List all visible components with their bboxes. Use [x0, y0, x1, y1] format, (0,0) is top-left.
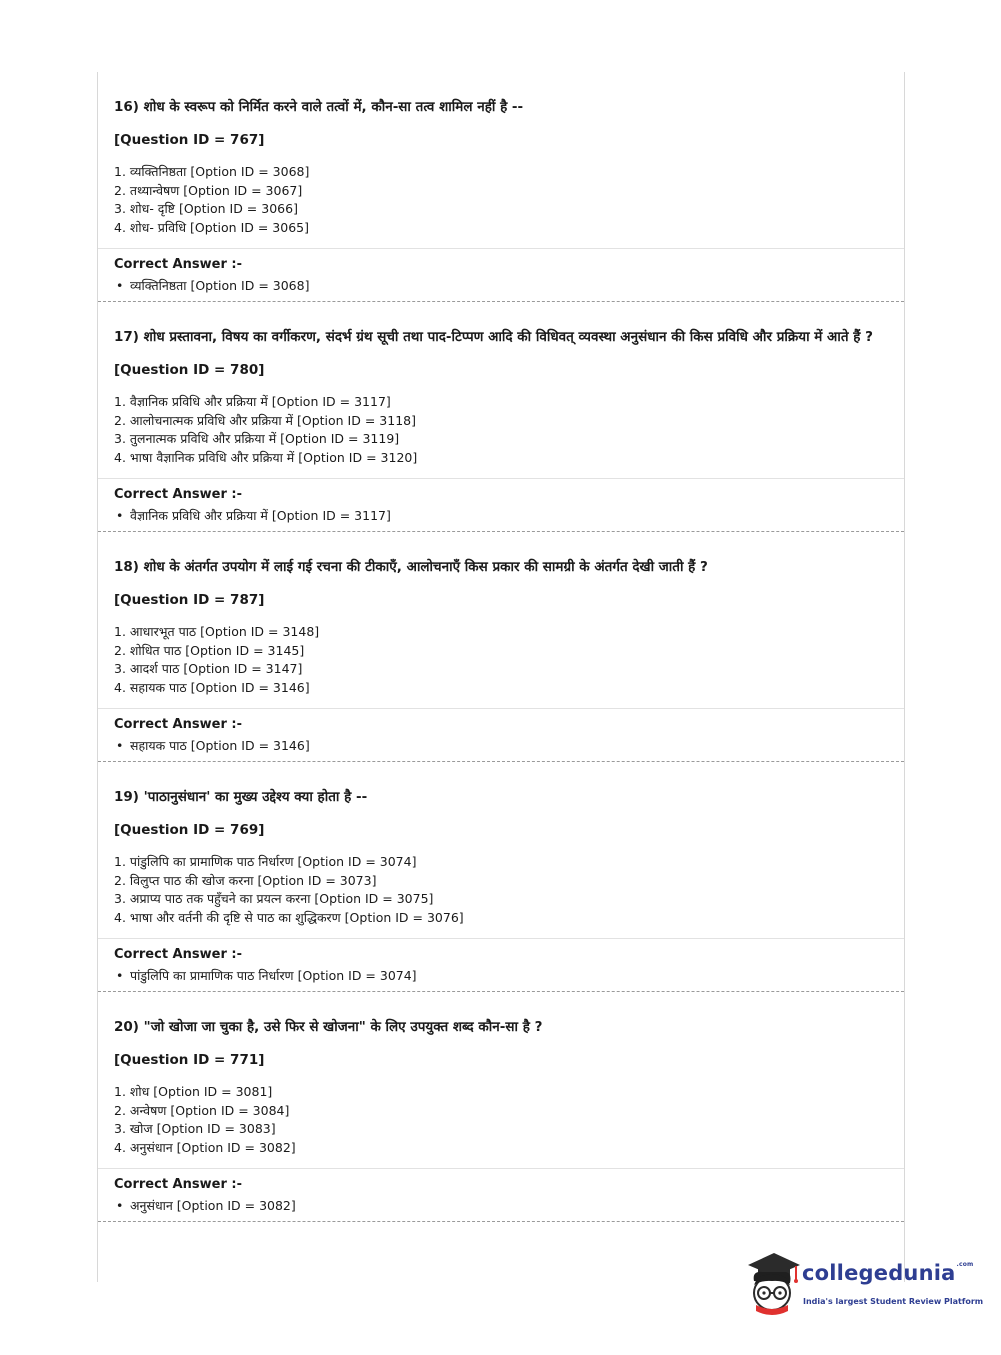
option-list: [114, 393, 888, 467]
question-text: 17) शोध प्रस्तावना, विषय का वर्गीकरण, संदर्भ ग्रंथ सूची तथा पाद-टिप्पण आदि की विधिवत् व्यवस्था अनुसंधान की किस प्रविधि और प्रक्रिया में आते हैं ?: [114, 329, 873, 345]
graduate-mascot-icon: [742, 1247, 802, 1319]
correct-answer-label: Correct Answer :-: [114, 717, 242, 732]
logo-suffix: .com: [956, 1261, 974, 1268]
bullet-icon: •: [116, 1198, 124, 1213]
option-item: 1. वैज्ञानिक प्रविधि और प्रक्रिया में [Option ID = 3117]: [114, 394, 391, 409]
option-item: 4. सहायक पाठ [Option ID = 3146]: [114, 679, 310, 695]
question-text: 19) 'पाठानुसंधान' का मुख्य उद्देश्य क्या होता है --: [114, 789, 368, 805]
option-item: 3. खोज [Option ID = 3083]: [114, 1121, 276, 1136]
question-id: [Question ID = 767]: [114, 132, 265, 148]
option-item: 1. आधारभूत पाठ [Option ID = 3148]: [114, 624, 320, 639]
question-text: 20) "जो खोजा जा चुका है, उसे फिर से खोजना" के लिए उपयुक्त शब्द कौन-सा है ?: [114, 1019, 543, 1035]
bullet-icon: •: [116, 278, 124, 293]
option-list: [114, 1083, 888, 1157]
correct-answer-text: सहायक पाठ [Option ID = 3146]: [130, 738, 310, 753]
question-id: [Question ID = 771]: [114, 1052, 265, 1068]
question-block: [98, 532, 904, 762]
answer-section: [98, 249, 904, 301]
question-text: 16) शोध के स्वरूप को निर्मित करने वाले तत्वों में, कौन-सा तत्व शामिल नहीं है --: [114, 99, 524, 115]
option-item: 2. शोधित पाठ [Option ID = 3145]: [114, 642, 305, 658]
correct-answer-label: Correct Answer :-: [114, 1177, 242, 1192]
question-id: [Question ID = 780]: [114, 362, 265, 378]
option-item: 4. शोध- प्रविधि [Option ID = 3065]: [114, 219, 309, 235]
correct-answer-text: अनुसंधान [Option ID = 3082]: [130, 1198, 296, 1213]
option-item: 4. भाषा वैज्ञानिक प्रविधि और प्रक्रिया में [Option ID = 3120]: [114, 449, 418, 465]
correct-answer-text: व्यक्तिनिष्ठता [Option ID = 3068]: [130, 278, 310, 293]
option-item: 4. अनुसंधान [Option ID = 3082]: [114, 1139, 296, 1155]
question-text: 18) शोध के अंतर्गत उपयोग में लाई गई रचना की टीकाएँ, आलोचनाएँ किस प्रकार की सामग्री के अंतर्गत देखी जाती हैं ?: [114, 559, 708, 575]
option-list: [114, 623, 888, 697]
correct-answer-text: वैज्ञानिक प्रविधि और प्रक्रिया में [Option ID = 3117]: [130, 508, 391, 523]
question-id: [Question ID = 787]: [114, 592, 265, 608]
bullet-icon: •: [116, 738, 124, 753]
logo-tagline: India's largest Student Review Platform: [803, 1297, 984, 1306]
question-block: [98, 302, 904, 532]
logo-wordmark: collegedunia$^{.com}$: [802, 1261, 974, 1285]
correct-answer-text: पांडुलिपि का प्रामाणिक पाठ निर्धारण [Option ID = 3074]: [130, 968, 417, 983]
document-page: [97, 72, 905, 1282]
answer-section: [98, 1169, 904, 1221]
option-item: 1. शोध [Option ID = 3081]: [114, 1084, 273, 1099]
answer-section: [98, 939, 904, 991]
answer-section: [98, 709, 904, 761]
bullet-icon: •: [116, 968, 124, 983]
question-id: [Question ID = 769]: [114, 822, 265, 838]
option-item: 2. विलुप्त पाठ की खोज करना [Option ID = 3073]: [114, 872, 377, 888]
answer-section: [98, 479, 904, 531]
option-item: 1. व्यक्तिनिष्ठता [Option ID = 3068]: [114, 164, 310, 179]
option-item: 2. तथ्यान्वेषण [Option ID = 3067]: [114, 182, 303, 198]
question-separator: [98, 1221, 904, 1222]
bullet-icon: •: [116, 508, 124, 523]
option-item: 3. तुलनात्मक प्रविधि और प्रक्रिया में [Option ID = 3119]: [114, 431, 400, 446]
option-list: [114, 853, 888, 927]
option-item: 2. अन्वेषण [Option ID = 3084]: [114, 1102, 290, 1118]
correct-answer-label: Correct Answer :-: [114, 947, 242, 962]
correct-answer-label: Correct Answer :-: [114, 487, 242, 502]
option-item: 4. भाषा और वर्तनी की दृष्टि से पाठ का शुद्धिकरण [Option ID = 3076]: [114, 909, 464, 925]
question-block: [98, 992, 904, 1222]
option-item: 3. अप्राप्य पाठ तक पहुँचने का प्रयत्न करना [Option ID = 3075]: [114, 891, 434, 906]
option-item: 3. शोध- दृष्टि [Option ID = 3066]: [114, 201, 298, 216]
collegedunia-logo: [742, 1247, 984, 1322]
question-block: [98, 72, 904, 302]
option-item: 2. आलोचनात्मक प्रविधि और प्रक्रिया में [Option ID = 3118]: [114, 412, 416, 428]
option-item: 1. पांडुलिपि का प्रामाणिक पाठ निर्धारण [Option ID = 3074]: [114, 854, 417, 869]
question-block: [98, 762, 904, 992]
correct-answer-label: Correct Answer :-: [114, 257, 242, 272]
option-item: 3. आदर्श पाठ [Option ID = 3147]: [114, 661, 303, 676]
option-list: [114, 163, 888, 237]
